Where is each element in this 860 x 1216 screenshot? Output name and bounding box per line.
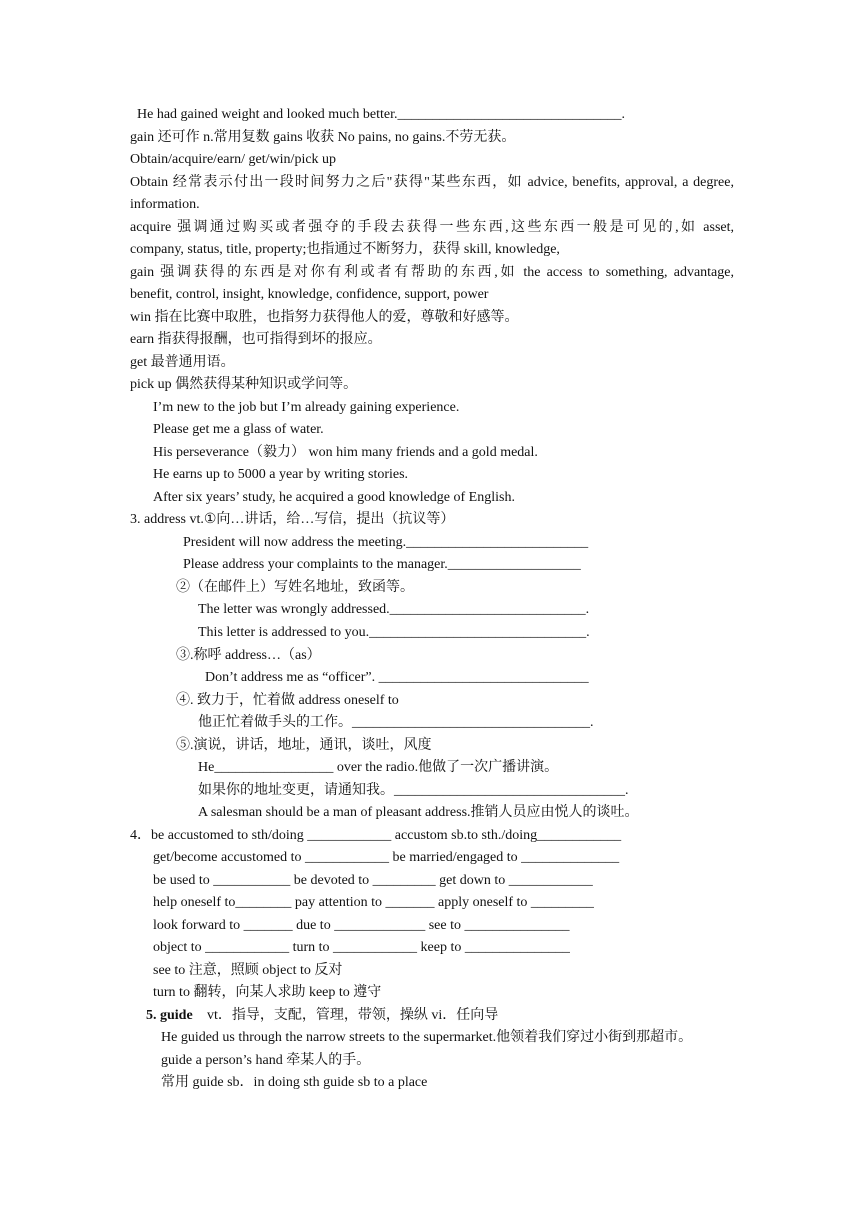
text-line: gain 强调获得的东西是对你有利或者有帮助的东西,如 the access to something, advantage, — [130, 265, 734, 280]
phrase-exercise: look forward to _______ due to _____________ see to _______________ — [153, 918, 570, 933]
section-definition: vt．指导，支配，管理，带领，操纵 vi．任向导 — [207, 1008, 499, 1023]
example-sentence: He had gained weight and looked much better.________________________________. — [137, 107, 625, 122]
text-line: gain 还可作 n.常用复数 gains 收获 No pains, no gains.不劳无获。 — [130, 130, 516, 145]
example-sentence: A salesman should be a man of pleasant address.推销人员应由悦人的谈吐。 — [198, 805, 639, 820]
section-heading: 5. guide — [146, 1008, 193, 1023]
section-heading: 3. address vt.①向…讲话，给…写信，提出（抗议等） — [130, 512, 455, 527]
phrase-exercise: object to ____________ turn to ____________ keep to _______________ — [153, 940, 570, 955]
example-sentence: I’m new to the job but I’m already gaining experience. — [153, 400, 460, 415]
phrase-exercise: help oneself to________ pay attention to _______ apply oneself to _________ — [153, 895, 594, 910]
phrase-meaning: turn to 翻转，向某人求助 keep to 遵守 — [153, 985, 382, 1000]
phrase-exercise: be used to ___________ be devoted to _________ get down to ____________ — [153, 873, 593, 888]
example-sentence: 如果你的地址变更，请通知我。_________________________________. — [198, 783, 629, 798]
phrase-exercise: get/become accustomed to ____________ be married/engaged to ______________ — [153, 850, 620, 865]
example-sentence: Don’t address me as “officer”. ______________________________ — [205, 670, 589, 685]
example-sentence: The letter was wrongly addressed.____________________________. — [198, 602, 590, 617]
text-line: get 最普通用语。 — [130, 355, 235, 370]
example-sentence: 他正忙着做手头的工作。__________________________________. — [198, 715, 594, 730]
text-line: win 指在比赛中取胜，也指努力获得他人的爱，尊敬和好感等。 — [130, 310, 519, 325]
phrase-meaning: see to 注意，照顾 object to 反对 — [153, 963, 343, 978]
example-sentence: He guided us through the narrow streets to the supermarket.他领着我们穿过小街到那超市。 — [161, 1030, 693, 1045]
example-sentence: President will now address the meeting.__________________________ — [183, 535, 589, 550]
text-line: company, status, title, property;也指通过不断努力，获得 skill, knowledge, — [130, 242, 560, 257]
example-sentence: guide a person’s hand 牵某人的手。 — [161, 1053, 371, 1068]
text-line: Obtain/acquire/earn/ get/win/pick up — [130, 152, 337, 167]
example-sentence: 常用 guide sb．in doing sth guide sb to a place — [161, 1075, 428, 1090]
sense-heading: ③.称呼 address…（as） — [176, 648, 321, 663]
example-sentence: He earns up to 5000 a year by writing stories. — [153, 467, 409, 482]
sense-heading: ④. 致力于，忙着做 address oneself to — [176, 693, 399, 708]
example-sentence: His perseverance（毅力） won him many friends and a gold medal. — [153, 445, 538, 460]
example-sentence: Please get me a glass of water. — [153, 422, 324, 437]
sense-heading: ⑤.演说，讲话，地址，通讯，谈吐，风度 — [176, 738, 432, 753]
text-line: acquire 强调通过购买或者强夺的手段去获得一些东西,这些东西一般是可见的,如 asset, — [130, 220, 734, 235]
sense-heading: ②（在邮件上）写姓名地址，致函等。 — [176, 580, 414, 595]
text-line: pick up 偶然获得某种知识或学问等。 — [130, 377, 358, 392]
text-line: Obtain 经常表示付出一段时间努力之后"获得"某些东西，如 advice, benefits, approval, a degree, — [130, 175, 734, 190]
text-line: earn 指获得报酬，也可指得到坏的报应。 — [130, 332, 382, 347]
example-sentence: After six years’ study, he acquired a good knowledge of English. — [153, 490, 515, 505]
example-sentence: Please address your complaints to the manager.___________________ — [183, 557, 581, 572]
section-heading: 4．be accustomed to sth/doing ____________ accustom sb.to sth./doing____________ — [130, 828, 622, 843]
text-line: information. — [130, 197, 200, 212]
text-line: benefit, control, insight, knowledge, confidence, support, power — [130, 287, 489, 302]
example-sentence: He_________________ over the radio.他做了一次广播讲演。 — [198, 760, 559, 775]
example-sentence: This letter is addressed to you._______________________________. — [198, 625, 590, 640]
